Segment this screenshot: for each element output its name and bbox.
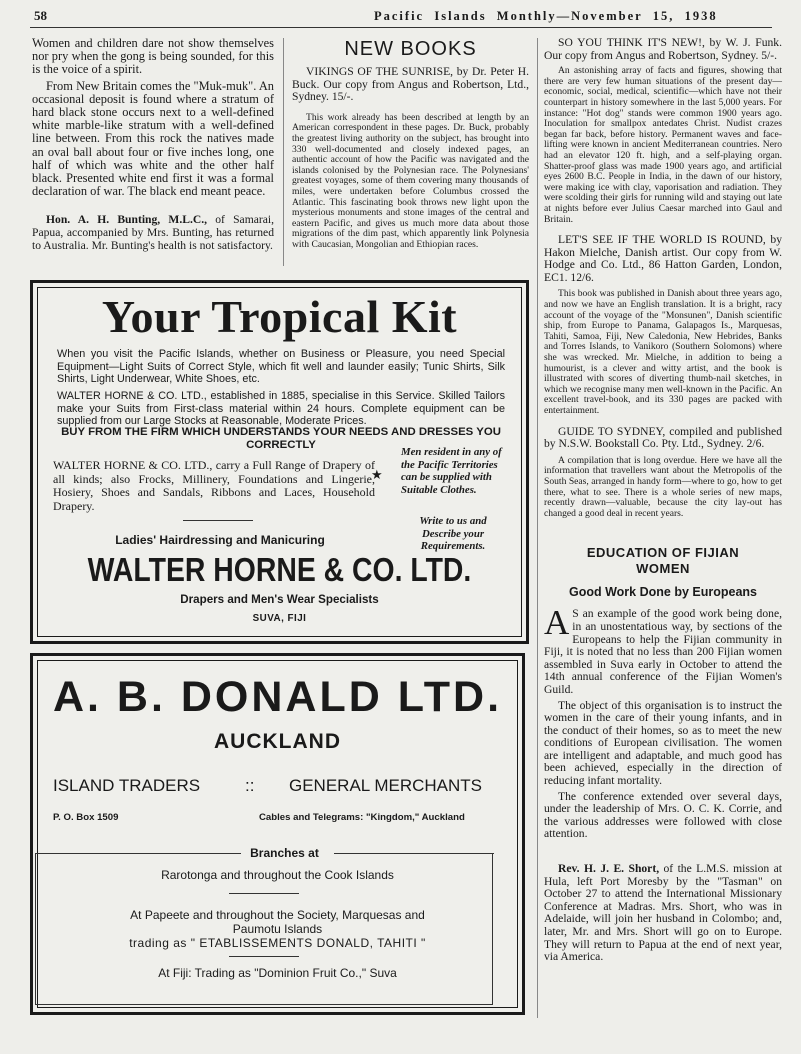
ad1-full-range: WALTER HORNE & CO. LTD., carry a Full Range of Drapery of all kinds; also Frocks, Millinery, Foundations and Lingerie, Hosiery, Shoes and Sandals, Ribbons and Laces, Household Drapery. [53,458,375,513]
ad1-intro: When you visit the Pacific Islands, whether on Business or Pleasure, you need Special Equipment—Light Suits of Correct Style, which fit well and launder easily; Tunic Shirts, Silk Shirts, Light Underwear, White Shoes, etc. [57,348,505,386]
star-icon: ★ [371,467,383,482]
sydney-guide-title: GUIDE TO SYDNEY, compiled and published by N.S.W. Bookstall Co. Pty. Ltd., Sydney. 2/6. [544,424,782,451]
ad2-city: AUCKLAND [214,730,341,753]
walter-horne-advertisement [30,280,529,644]
funk-title: SO YOU THINK IT'S NEW!, by W. J. Funk. Our copy from Angus and Robertson, Sydney. 5/-. [544,36,782,62]
short-paragraph [544,863,782,964]
ad1-men-resident: Men resident in any of the Pacific Territories can be supplied with Suitable Clothes. [401,446,502,496]
drop-cap: A [544,603,570,643]
new-books-heading: NEW BOOKS [344,38,477,60]
ad1-short-rule [183,520,253,521]
ad2-separator: :: [245,776,255,795]
education-subheading: Good Work Done by Europeans [569,585,757,600]
bunting-name: Hon. A. H. Bunting, M.L.C., [46,213,208,227]
vikings-title: VIKINGS OF THE SUNRISE, by Dr. Peter H. Buck. Our copy from Angus and Robertson, Ltd., Sydney. 15/-. [292,65,529,104]
page-number: 58 [34,8,47,23]
education-article [544,603,782,841]
ad1-buy-from-firm: BUY FROM THE FIRM WHICH UNDERSTANDS YOUR NEEDS AND DRESSES YOU CORRECTLY [61,426,501,451]
ad2-general-merchants: GENERAL MERCHANTS [289,776,483,795]
ad1-headline: Your Tropical Kit [101,291,458,342]
ad1-hairdressing: Ladies' Hairdressing and Manicuring [115,533,325,547]
sydney-guide-review: A compilation that is long overdue. Here we have all the information that travellers want about the Metropolis of the South Seas, arranged in handy form—where to go, how to get there, what to see. There is a whole series of new maps, recently drawn—valuable, because the city lay-out has changed a good deal in recent years. [544,454,782,519]
education-paragraph-3: The conference extended over several days, under the leadership of Mrs. O. C. K. Corrie, and the various addresses were followed with close attention. [544,789,782,841]
bunting-text: of Samarai, Papua, accompanied by Mrs. Bunting, has returned to Australia. Mr. Bunting's health is not satisfactory. [32,213,274,252]
education-paragraph-1: A S an example of the good work being done, in an unostentatious way, by sections of the Europeans to help the Fijian community in Fiji, it is noted that no less than 200 Fijian women assembled in Suva early in October to attend the 14th annual conference of the Fijian Women's Guild. [544,603,782,696]
short-name: Rev. H. J. E. Short, [558,862,660,876]
education-heading: EDUCATION OF FIJIAN WOMEN [586,545,740,577]
column-divider-1 [283,38,284,266]
header-rule [30,27,772,28]
ad2-divider-2 [229,956,299,957]
bunting-paragraph [32,214,274,252]
ad2-branch-rarotonga: Rarotonga and throughout the Cook Islands [161,868,394,882]
mukmuk-paragraph: From New Britain comes the "Muk-muk". An occasional deposit is found where a stratum of hard black stone occurs next to a well-defined white marble-like stratum with a well-defined line between. From this rock the natives made an oval ball about four or five inches long, one half of which was white and the other half black. Presented white end first it was a formal declaration of war. The black end meant peace. [32,78,274,199]
column-divider-2 [537,38,538,1018]
mielche-title: LET'S SEE IF THE WORLD IS ROUND, by Hakon Mielche, Danish artist. Our copy from W. Hodge and Co. Ltd., 86 Hatton Garden, London, EC1. 12/6. [544,233,782,284]
ad2-branch-paumotu: Paumotu Islands [232,922,323,936]
ad2-cables: Cables and Telegrams: "Kingdom," Auckland [259,812,465,823]
ad1-drapers: Drapers and Men's Wear Specialists [180,593,379,606]
column-2-top [292,37,529,251]
ad2-branch-fiji: At Fiji: Trading as "Dominion Fruit Co.," Suva [158,966,397,980]
vikings-review: This work already has been described at length by an American correspondent in these pages. Dr. Buck, probably the greatest living authority on the subject, has brought into 330 well-documented and closely indexed pages, an authentic account of how the Pacific was navigated and the islands colonised by the Polynesian race. The Polynesians' greatest voyages, some of them covering many thousands of miles, were undertaken before Columbus crossed the Atlantic. This fascinating book throws new light upon the mysterious monuments and stone images of the central and eastern Pacific, and gives us much more data about those migrations of the dim past, which apparently link Polynesia with Caucasian, Mongolian and Ethiopian races. [292,111,529,250]
short-text: of the L.M.S. mission at Hula, left Port Moresby by the "Tasman" on October 27 to attend the International Missionary Conference at Madras. Mrs. Short, who was in Adelaide, will join her husband in Colombo; and, later, Mr. and Mrs. Short will go on to Europe. They will return to Papua at the end of next year, via America. [544,862,782,964]
mielche-review: This book was published in Danish about three years ago, and now we have an English translation. It is a bright, racy account of the voyage of the "Monsunen", Danish scientific ship, from Europe to Panama, Galapagos Is., Marquesas, Tahiti, Samoa, Fiji, New Caledonia, New Hebrides, Banks and Torres Islands, to Vanikoro (Southern Solomons) where she was wrecked. Mr. Mielche, in addition to being a humourist, is a clever and witty artist, and the book is illustrated with scores of diverting thumb-nail sketches, in which we recognise many men well-known in the Pacific. An excellent travel-book, and its 330 pages are packed with entertainment. [544,288,782,416]
ad1-established: WALTER HORNE & CO. LTD., established in 1885, specialise in this Service. Skilled Tailors make your Suits from First-class material within 24 hours. Complete equipment can be supplied from our Large Stocks at Reasonable, Moderate Prices. [57,390,505,428]
funk-review: An astonishing array of facts and figures, showing that there are very few human situations of the present day—economic, social, medical, scientific—which have not their counterpart in history somewhere in the last 5,000 years. For instance: "Hot dog" stands were common 1900 years ago. Inoculation for smallpox antedates Christ. Nudist crazes began far back, before history. Permanent waves and face-lifting were known in ancient Mediterranean countries. Nero had an elevator 120 ft. high, and a self-playing organ. Shatter-proof glass was made 1900 years ago, and artificial eyes 2600 B.C. People in India, in the dawn of our history, were making ice with clay, vaporisation and radiation. They were scolding their girls for running wild and staying out late at nights before ever Julius Caesar marched into Gaul and Britain. [544,65,782,225]
ad2-company-name: A. B. DONALD LTD. [52,673,503,721]
ad1-firm-name: WALTER HORNE & CO. LTD. [87,551,472,588]
running-title: Pacific Islands Monthly—November 15, 1938 [374,9,718,23]
ad2-branch-papeete: At Papeete and throughout the Society, Marquesas and [130,908,425,922]
column-3 [544,37,782,964]
ad2-branches-at: Branches at [250,846,319,860]
ad2-island-traders: ISLAND TRADERS [53,776,201,795]
ad2-divider-1 [229,893,299,894]
education-paragraph-2: The object of this organisation is to instruct the women in the care of their young infants, and in the conduct of their homes, so as to meet the new conditions of European civilisation. The women are intelligent and adaptable, and much good has been achieved, especially in the direction of reducing infant mortality. [544,698,782,788]
ad1-location: SUVA, FIJI [252,613,307,624]
column-1-top [32,37,274,252]
ad1-write-to-us: Write to us and Describe your Requirements. [419,515,487,553]
intro-paragraph: Women and children dare not show themselves nor pry when the gong is being sounded, for this is the voice of a spirit. [32,36,274,77]
ad2-branch-tahiti: trading as " ETABLISSEMENTS DONALD, TAHITI " [129,936,426,950]
ad2-po-box: P. O. Box 1509 [53,812,119,823]
ab-donald-advertisement [30,653,525,1015]
